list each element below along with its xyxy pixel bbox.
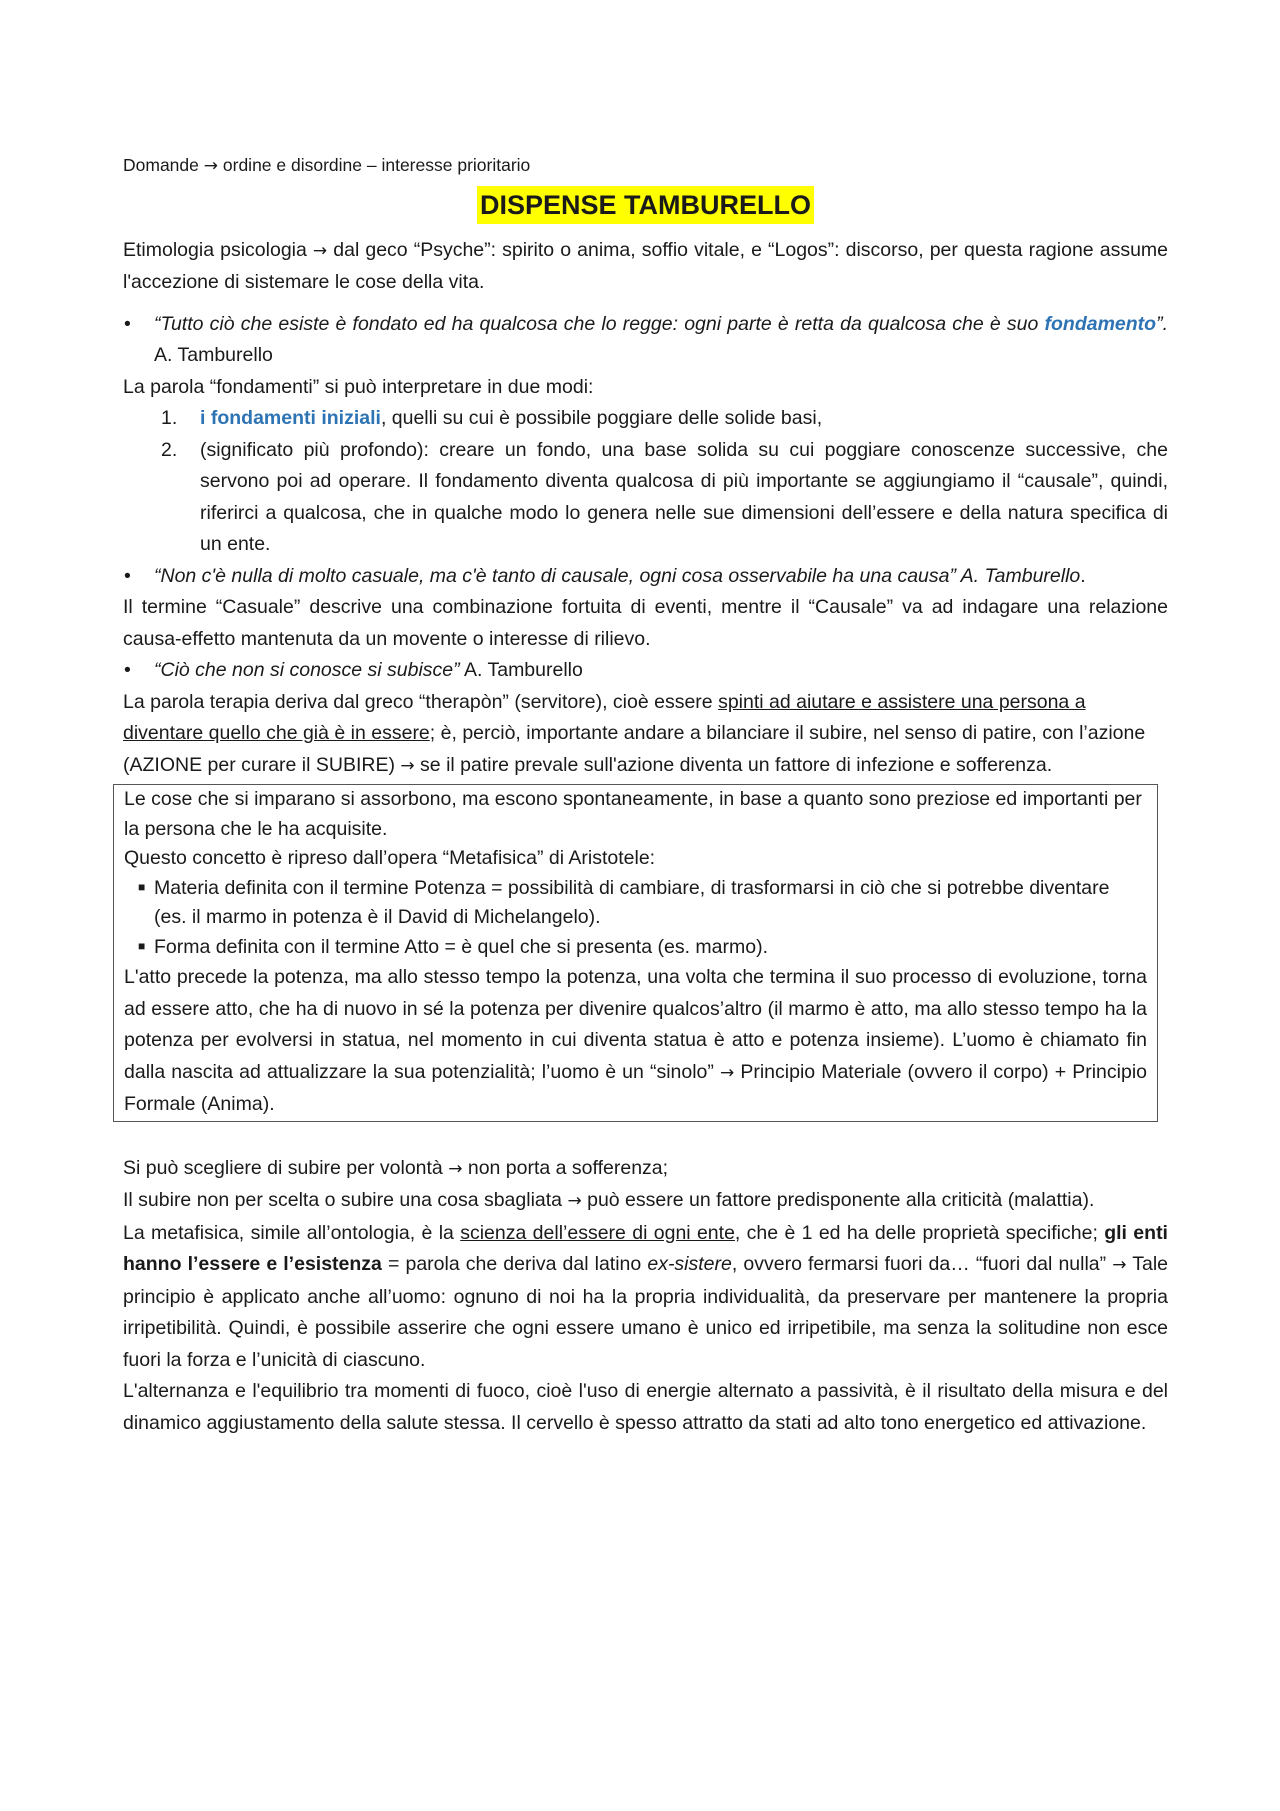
etymology-pre: Etimologia psicologia [123, 238, 307, 261]
arrow-icon: → [720, 1062, 735, 1083]
arrow-icon: → [567, 1191, 582, 1211]
list-highlight: i fondamenti iniziali [200, 407, 381, 429]
metafisica-post: Tale principio è applicato anche all’uomo: ognuno di noi ha la propria individualità, da preservare per mantenere la propria irripetibilità. Quindi, è possibile asserire che ogni essere umano è unico ed irripetibile, ma senza la solitudine non esce fuori la forza e l’unicità di ciascuno. [123, 1253, 1169, 1371]
quote-author: A. Tamburello [154, 344, 273, 366]
bullet-quote-fondamento [123, 309, 1168, 372]
bullet-icon: • [124, 564, 131, 587]
metafisica-mid-2: = parola che deriva dal latino [381, 1253, 648, 1275]
bullet-icon: • [124, 659, 131, 681]
arrow-icon: → [400, 755, 415, 776]
quote-text: “Tutto ciò che esiste è fondato ed ha qualcosa che lo regge: ogni parte è retta da qualcosa che è suo [154, 312, 1045, 335]
metafisica-mid-1: , che è 1 ed ha delle proprietà specifiche; [734, 1221, 1105, 1244]
aristotle-box [113, 784, 1158, 1122]
square-bullet-icon: ■ [138, 879, 146, 894]
arrow-icon: → [1112, 1255, 1127, 1275]
metafisica-bold: gli enti hanno l’essere e l’esistenza [123, 1221, 1168, 1275]
quote-highlight: fondamento [1044, 312, 1157, 335]
spacer [123, 299, 1168, 309]
terapia-pre: La parola terapia deriva dal greco “therapòn” (servitore), cioè essere [123, 690, 719, 713]
header-note-pre: Domande [123, 155, 199, 175]
arrow-icon: → [203, 156, 219, 176]
box-line-2: Questo concetto è ripreso dall’opera “Metafisica” di Aristotele: [124, 847, 656, 869]
terapia-paragraph [123, 687, 1168, 783]
metafisica-mid-3: , ovvero fermarsi fuori da… “fuori dal nulla” [731, 1253, 1113, 1275]
bullet-quote-causale [123, 561, 1168, 593]
quote-author: A. Tamburello [459, 659, 583, 681]
metafisica-underline: scienza dell’essere di ogni ente [460, 1221, 735, 1244]
header-note-post: ordine e disordine – interesse prioritario [222, 155, 531, 175]
box-line-1: Le cose che si imparano si assorbono, ma escono spontaneamente, in base a quanto sono preziose ed importanti per la persona che le ha acquisite. [124, 788, 1142, 840]
bullet-quote-subisce [123, 655, 1168, 687]
box-list-text: Materia definita con il termine Potenza = possibilità di cambiare, di trasformarsi in ciò che si potrebbe diventare (es. il marmo in potenza è il David di Michelangelo). [154, 876, 1110, 928]
box-list-item-atto [124, 933, 1147, 963]
box-paragraph-pre: L'atto precede la potenza, ma allo stesso tempo la potenza, una volta che termina il suo processo di evoluzione, torna ad essere atto, che ha di nuovo in sé la potenza per divenire qualcos’altro (il marmo è atto, ma allo stesso tempo ha la potenza per evolversi in statua, nel momento in cui diventa statua è atto e potenza insieme). L’uomo è chiamato fin dalla nascita ad attualizzare la sua potenzialità; l’uomo è un “sinolo” [124, 966, 1147, 1083]
subire-pre: Si può scegliere di subire per volontà [123, 1156, 449, 1179]
subire-line-1 [123, 1153, 1168, 1186]
terapia-mid: ; è, perciò, importante andare a bilanciare il subire, nel senso di patire, con l’azione (AZIONE per curare il SUBIRE) [123, 722, 1146, 776]
square-bullet-icon: ■ [138, 938, 146, 953]
terapia-post: se il patire prevale sull'azione diventa un fattore di infezione e sofferenza. [414, 753, 1053, 776]
list-number: 1. [161, 407, 178, 429]
box-paragraph [124, 962, 1147, 1121]
subire-line-2 [123, 1185, 1168, 1218]
list-item-2 [123, 435, 1168, 561]
bullet-icon: • [124, 312, 131, 335]
list-number: 2. [161, 438, 178, 461]
title-wrap [123, 186, 1168, 225]
subire-pre: Il subire non per scelta o subire una cosa sbagliata [123, 1189, 568, 1211]
arrow-icon: → [448, 1158, 463, 1179]
metafisica-italic: ex-sistere [647, 1253, 732, 1275]
arrow-icon: → [312, 240, 328, 261]
fondamenti-intro: La parola “fondamenti” si può interpretare in due modi: [123, 375, 594, 398]
document-title: DISPENSE TAMBURELLO [477, 186, 814, 224]
box-list-text: Forma definita con il termine Atto = è quel che si presenta (es. marmo). [154, 935, 768, 958]
quote-text: “Ciò che non si conosce si subisce” [154, 659, 460, 681]
quote-end: . [1080, 564, 1086, 587]
list-item-1 [123, 403, 1168, 435]
header-note [123, 153, 1168, 178]
box-paragraph-post: Principio Materiale (ovvero il corpo) + Principio Formale (Anima). [124, 1060, 1147, 1115]
metafisica-paragraph [123, 1218, 1168, 1377]
terapia-underline: spinti ad aiutare e assistere una persona a diventare quello che già è in essere [123, 690, 1086, 744]
metafisica-pre: La metafisica, simile all’ontologia, è la [123, 1221, 461, 1244]
subire-post: può essere un fattore predisponente alla criticità (malattia). [581, 1189, 1095, 1211]
subire-post: non porta a sofferenza; [462, 1156, 669, 1179]
box-list-item-potenza [124, 874, 1147, 933]
list-text: (significato più profondo): creare un fondo, una base solida su cui poggiare conoscenze successive, che servono poi ad operare. Il fondamento diventa qualcosa di più importante se aggiungiamo il “causale”, quindi, riferirci a qualcosa, che in qualche modo lo genera nelle sue dimensioni dell’essere e della natura specifica di un ente. [200, 438, 1168, 555]
quote-text: “Non c'è nulla di molto casuale, ma c'è tanto di causale, ogni cosa osservabile ha una causa” A. Tamburello [154, 564, 1081, 587]
etymology-post: dal geco “Psyche”: spirito o anima, soffio vitale, e “Logos”: discorso, per questa ragione assume l'accezione di sistemare le cose della vita. [123, 238, 1168, 293]
etymology-paragraph [123, 235, 1168, 299]
quote-end: ”. [1156, 312, 1168, 335]
list-text: , quelli su cui è possibile poggiare delle solide basi, [380, 407, 823, 429]
casuale-paragraph: Il termine “Casuale” descrive una combinazione fortuita di eventi, mentre il “Causale” va ad indagare una relazione causa-effetto mantenuta da un movente o interesse di rilievo. [123, 596, 1168, 650]
alternanza-paragraph: L'alternanza e l'equilibrio tra momenti di fuoco, cioè l'uso di energie alternato a passività, è il risultato della misura e del dinamico aggiustamento della salute stessa. Il cervello è spesso attratto da stati ad alto tono energetico ed attivazione. [123, 1380, 1168, 1434]
